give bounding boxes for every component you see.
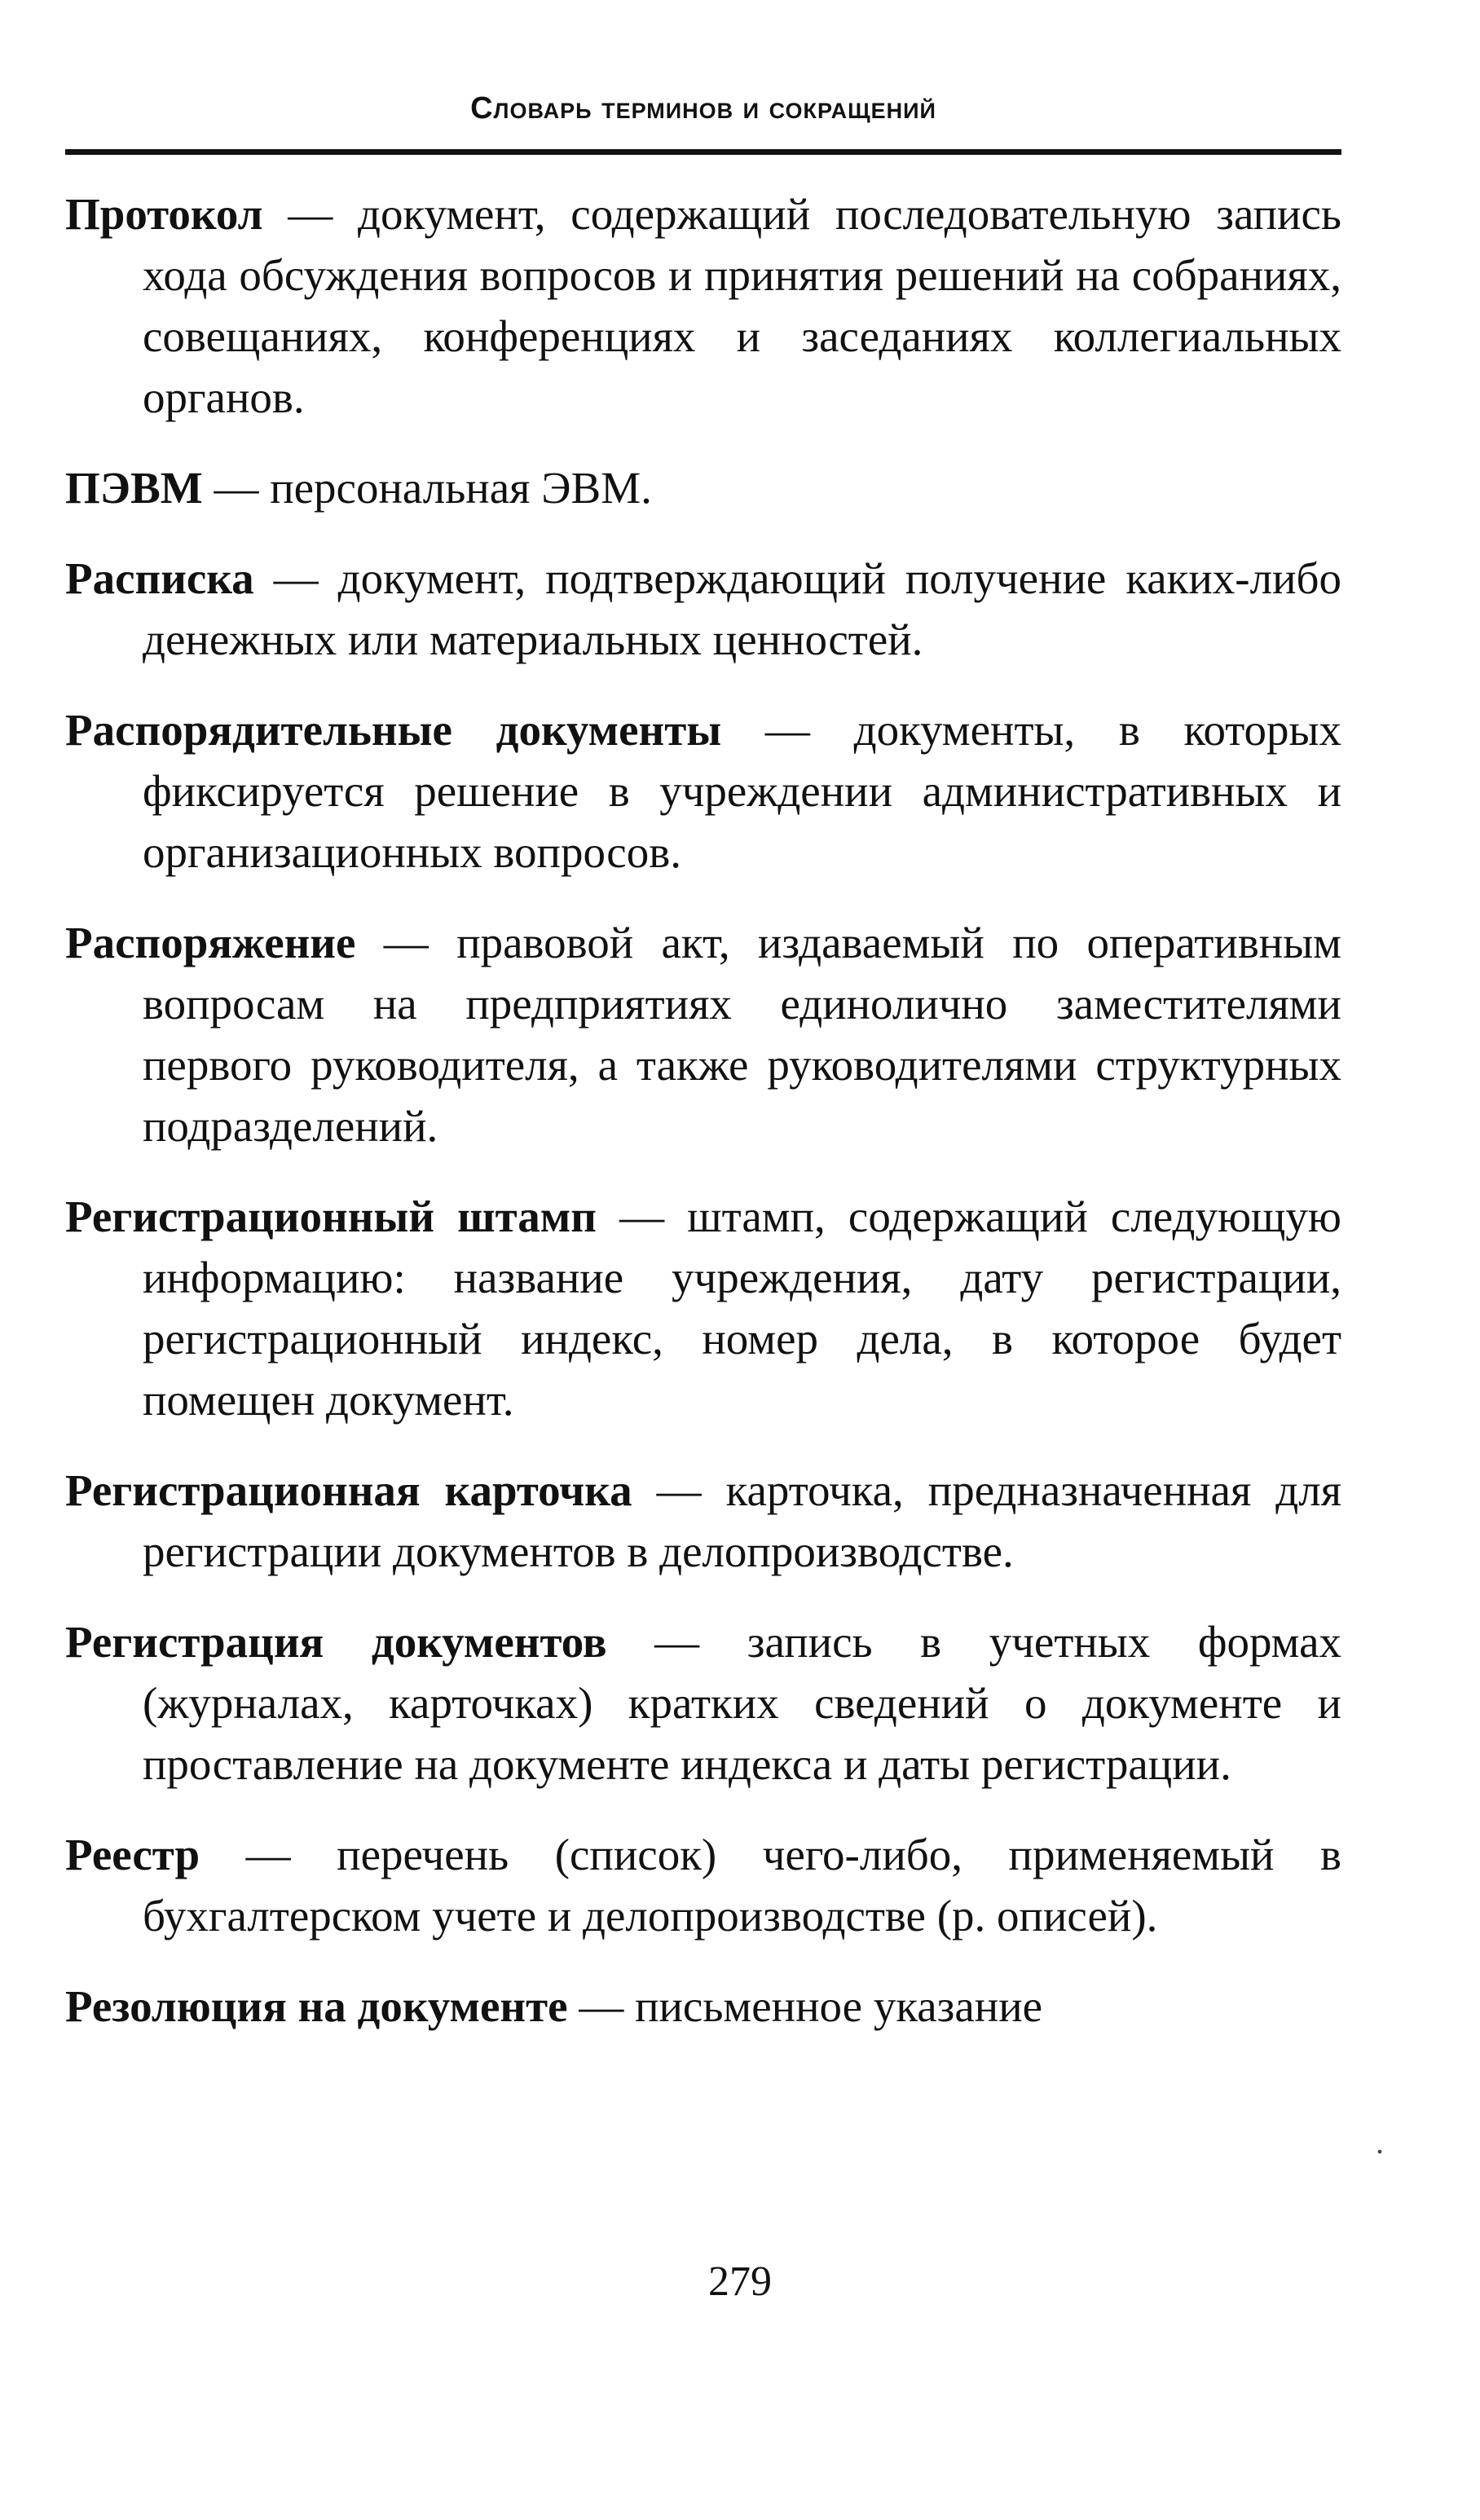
entry-definition: — перечень (список) чего-либо, применяемый в бухгалтерском учете и делопроизводстве (р. описей). — [143, 1830, 1341, 1941]
entry-definition: — документ, содержащий последовательную запись хода обсуждения вопросов и принятия решений на собраниях, совещаниях, конференциях и заседаниях коллегиальных органов. — [143, 189, 1341, 422]
entry-term: Регистрация документов — [65, 1617, 607, 1667]
entry-definition: — карточка, предназначенная для регистрации документов в делопроизводстве. — [143, 1465, 1341, 1576]
entry-definition: — письменное указание — [567, 1981, 1043, 2031]
glossary-entry — [65, 1611, 1341, 1795]
glossary-entry — [65, 699, 1341, 883]
glossary-entry — [65, 1976, 1341, 2037]
glossary-entry — [65, 1460, 1341, 1582]
glossary-entry — [65, 912, 1341, 1156]
entry-definition: — документ, подтверждающий получение каких-либо денежных или материальных ценностей. — [143, 553, 1341, 664]
glossary-entries — [65, 183, 1341, 2066]
glossary-entry — [65, 457, 1341, 518]
entry-definition: — персональная ЭВМ. — [202, 463, 652, 513]
entry-definition: — документы, в которых фиксируется решение в учреждении административных и организационных вопросов. — [143, 705, 1342, 877]
entry-term: Распорядительные документы — [65, 705, 722, 755]
entry-term: Реестр — [65, 1830, 200, 1879]
entry-definition: — штамп, содержащий следующую информацию: название учреждения, дату регистрации, регистрационный индекс, номер дела, в которое будет помещен документ. — [143, 1192, 1341, 1425]
running-header: Словарь терминов и сокращений — [470, 91, 936, 126]
page-number: 279 — [708, 2258, 772, 2305]
entry-term: ПЭВМ — [65, 463, 203, 513]
entry-term: Резолюция на документе — [65, 1981, 568, 2031]
header-rule — [65, 149, 1341, 155]
glossary-entry — [65, 548, 1341, 670]
entry-definition: — запись в учетных формах (журналах, карточках) кратких сведений о документе и проставление на документе индекса и даты регистрации. — [143, 1617, 1341, 1789]
entry-definition: — правовой акт, издаваемый по оперативным вопросам на предприятиях единолично заместителями первого руководителя, а также руководителями структурных подразделений. — [143, 918, 1341, 1151]
entry-term: Распоряжение — [65, 918, 356, 967]
glossary-entry — [65, 183, 1341, 428]
glossary-entry — [65, 1824, 1341, 1946]
entry-term: Расписка — [65, 553, 254, 603]
entry-term: Регистрационный штамп — [65, 1192, 597, 1241]
stray-ink-mark: . — [1376, 2124, 1384, 2161]
entry-term: Протокол — [65, 189, 263, 239]
entry-term: Регистрационная карточка — [65, 1465, 632, 1515]
glossary-entry — [65, 1186, 1341, 1430]
